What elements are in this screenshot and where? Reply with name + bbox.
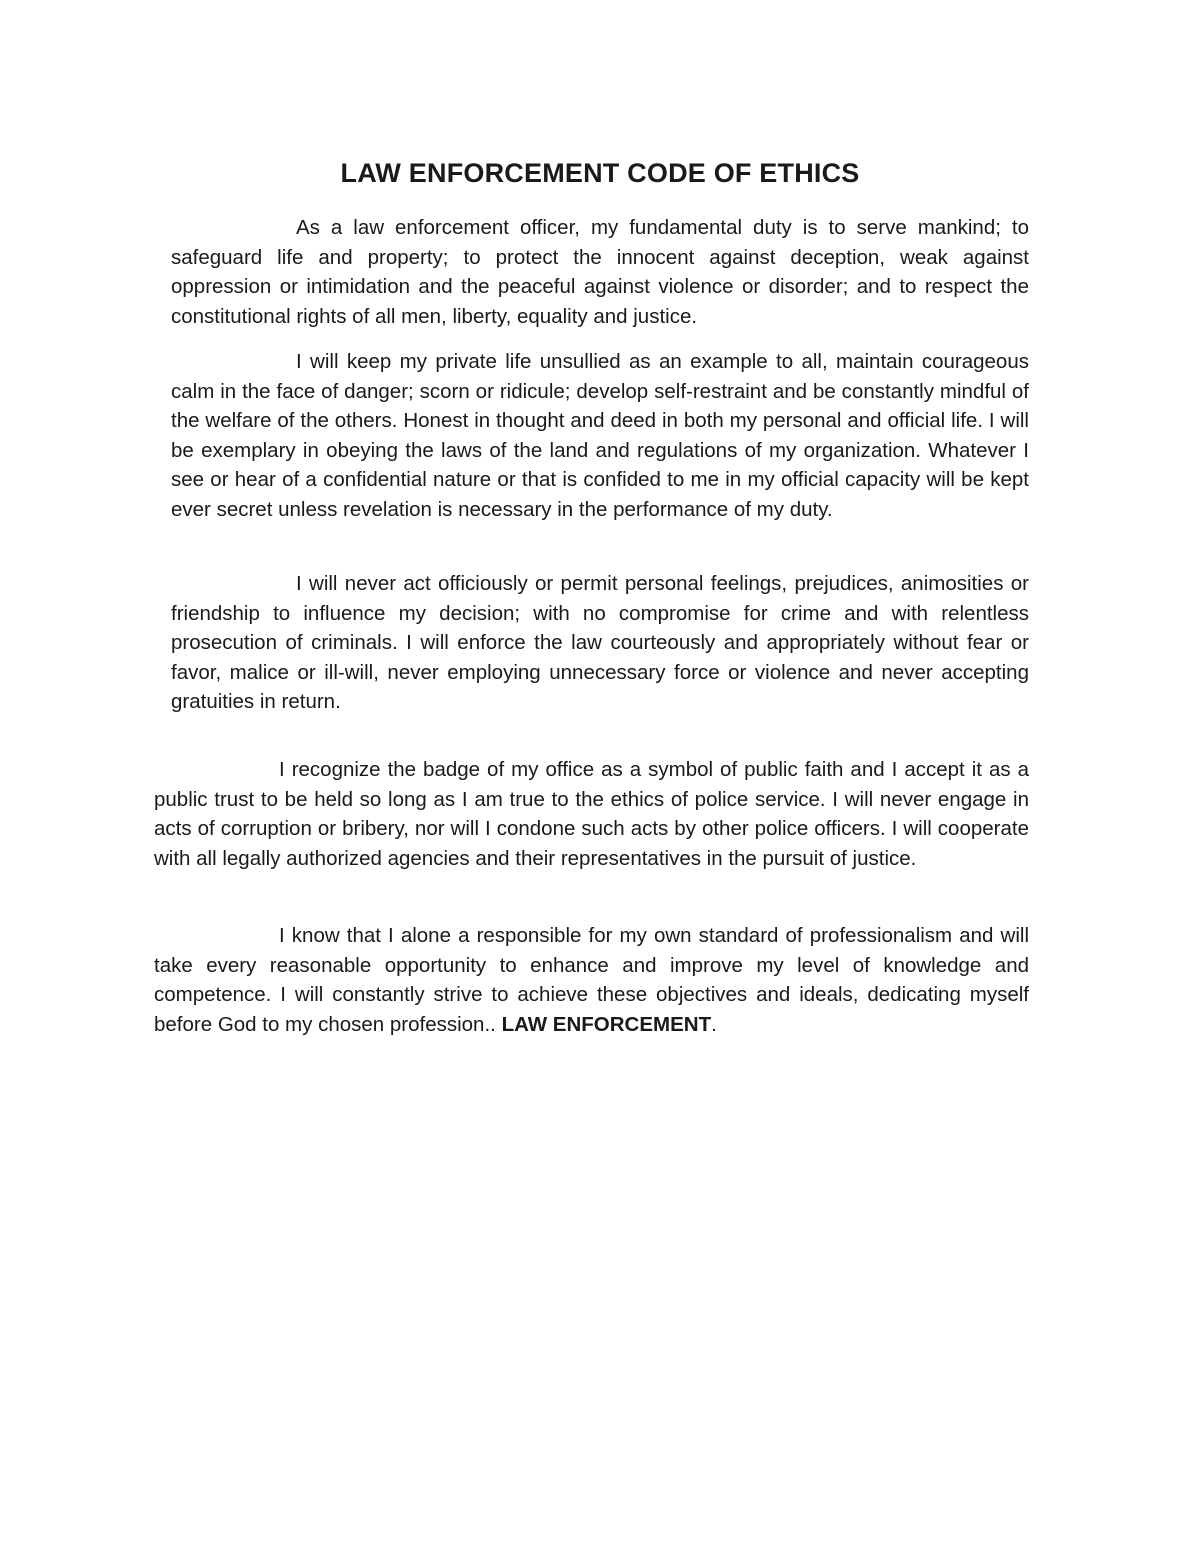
paragraph-duty: As a law enforcement officer, my fundamental duty is to serve mankind; to safeguard life and property; to protect the innocent against deception, weak against oppression or intimidation and the peaceful against violence or disorder; and to respect the constitutional rights of all men, liberty, equality and justice. — [171, 216, 1029, 328]
closing-period: . — [711, 1012, 717, 1036]
closing-text: I know that I alone a responsible for my own standard of professionalism and will take every reasonable opportunity to enhance and improve my level of knowledge and competence. I will constantly strive to achieve these objectives and ideals, dedicating myself before God to my chosen profession.. — [154, 924, 1029, 1036]
closing-emphasis: LAW ENFORCEMENT — [501, 1012, 712, 1036]
document-title: LAW ENFORCEMENT CODE OF ETHICS — [340, 158, 860, 188]
paragraph-public-trust: I recognize the badge of my office as a symbol of public faith and I accept it as a public trust to be held so long as I am true to the ethics of police service. I will never engage in acts of corruption or bribery, nor will I condone such acts by other police officers. I will cooperate with all legally authorized agencies and their representatives in the pursuit of justice. — [154, 758, 1029, 870]
paragraph-professionalism — [154, 921, 1029, 1039]
paragraph-private-life: I will keep my private life unsullied as an example to all, maintain courageous calm in the face of danger; scorn or ridicule; develop self-restraint and be constantly mindful of the welfare of the others. Honest in thought and deed in both my personal and official life. I will be exemplary in obeying the laws of the land and regulations of my organization. Whatever I see or hear of a confidential nature or that is confided to me in my official capacity will be kept ever secret unless revelation is necessary in the performance of my duty. — [171, 350, 1029, 521]
paragraph-impartiality: I will never act officiously or permit personal feelings, prejudices, animosities or friendship to influence my decision; with no compromise for crime and with relentless prosecution of criminals. I will enforce the law courteously and appropriately without fear or favor, malice or ill-will, never employing unnecessary force or violence and never accepting gratuities in return. — [171, 572, 1029, 713]
